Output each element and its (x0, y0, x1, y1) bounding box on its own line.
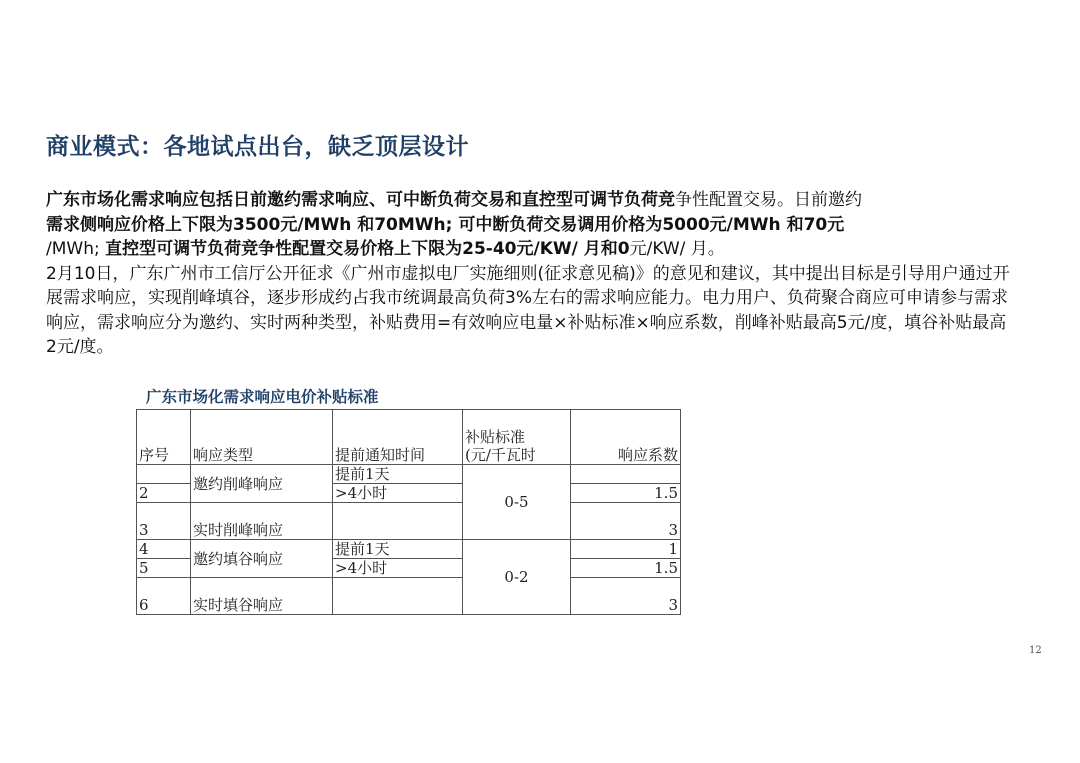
cell-seq: 3 (137, 503, 191, 540)
cell-notice: >4小时 (333, 484, 463, 503)
cell-coef: 1.5 (571, 559, 681, 578)
cell-notice: >4小时 (333, 559, 463, 578)
table-header-row (137, 410, 681, 465)
cell-notice (333, 578, 463, 615)
cell-type-invite-valley: 邀约填谷响应 (191, 540, 333, 578)
cell-seq (137, 465, 191, 484)
paragraph-guangzhou-vpp: 2月10日，广东广州市工信厅公开征求《广州市虚拟电厂实施细则(征求意见稿)》的意见和建议，其中提出目标是引导用户通过开展需求响应，实现削峰填谷，逐步形成约占我市统调最高负荷3%左右的需求响应能力。电力用户、负荷聚合商应可申请参与需求响应，需求响应分为邀约、实时两种类型，补贴费用=有效响应电量×补贴标准×响应系数，削峰补贴最高5元/度，填谷补贴最高2元/度。 (46, 263, 1010, 357)
para1-bold-line3: 直控型可调节负荷竞争性配置交易价格上下限为25-40元/KW/ 月和0 (105, 239, 630, 259)
cell-coef: 3 (571, 503, 681, 540)
table-row (137, 503, 681, 540)
para1-bold: 广东市场化需求响应包括日前邀约需求响应、可中断负荷交易和直控型可调节负荷竞 (46, 190, 675, 210)
header-subsidy-line1: 补贴标准 (465, 428, 526, 446)
cell-notice (333, 503, 463, 540)
subsidy-table (136, 409, 681, 615)
cell-subsidy-peak: 0-5 (463, 465, 571, 540)
cell-notice: 提前1天 (333, 465, 463, 484)
table-row (137, 540, 681, 559)
cell-type-invite-peak: 邀约削峰响应 (191, 465, 333, 503)
cell-coef (571, 465, 681, 484)
cell-coef: 1 (571, 540, 681, 559)
cell-subsidy-valley: 0-2 (463, 540, 571, 615)
slide-title: 商业模式：各地试点出台，缺乏顶层设计 (46, 134, 469, 160)
header-type: 响应类型 (191, 410, 333, 465)
cell-coef: 1.5 (571, 484, 681, 503)
header-coef: 响应系数 (571, 410, 681, 465)
para1-line3-start: /MWh; (46, 239, 106, 259)
cell-notice: 提前1天 (333, 540, 463, 559)
cell-seq: 5 (137, 559, 191, 578)
cell-seq: 4 (137, 540, 191, 559)
body-text (46, 188, 1016, 360)
table-caption: 广东市场化需求响应电价补贴标准 (146, 388, 379, 406)
para1-bold-line2: 需求侧响应价格上下限为3500元/MWh 和70MWh; 可中断负荷交易调用价格为5000元/MWh 和70元 (46, 214, 845, 235)
header-seq: 序号 (137, 410, 191, 465)
page-number: 12 (1029, 645, 1042, 656)
paragraph-demand-response (46, 188, 1016, 262)
table-row (137, 578, 681, 615)
para1-line3-end: 元/KW/ 月。 (629, 239, 725, 259)
table-row (137, 465, 681, 484)
cell-seq: 6 (137, 578, 191, 615)
cell-coef: 3 (571, 578, 681, 615)
cell-type: 实时填谷响应 (191, 578, 333, 615)
header-notice: 提前通知时间 (333, 410, 463, 465)
header-subsidy (463, 410, 571, 465)
cell-type: 实时削峰响应 (191, 503, 333, 540)
cell-seq: 2 (137, 484, 191, 503)
para1-normal: 争性配置交易。日前邀约 (675, 190, 862, 210)
header-subsidy-line2: (元/千瓦时 (465, 446, 536, 464)
